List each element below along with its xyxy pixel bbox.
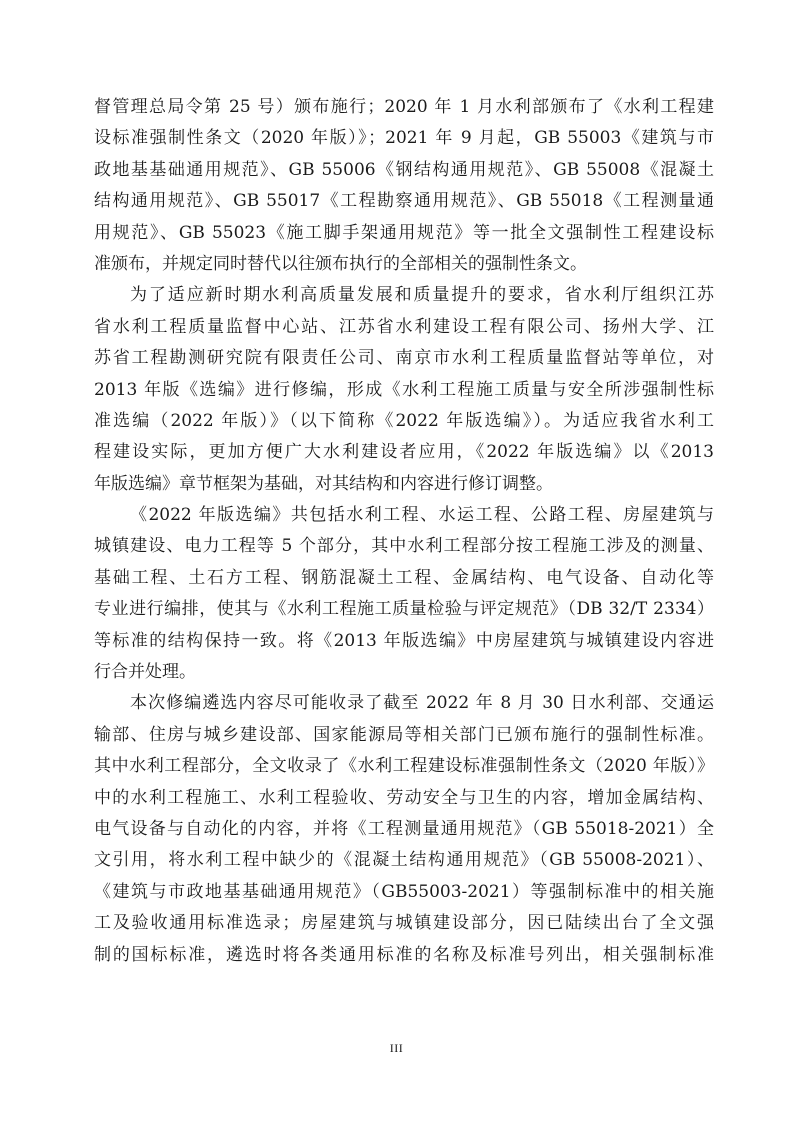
text-line: 基础工程、土石方工程、钢筋混凝土工程、金属结构、电气设备、自动化等 xyxy=(94,567,714,588)
text-line: 准颁布，并规定同时替代以往颁布执行的全部相关的强制性条文。 xyxy=(94,253,587,274)
text-line: 《建筑与市政地基基础通用规范》（GB55003-2021）等强制标准中的相关施 xyxy=(94,881,714,902)
text-line: 苏省工程勘测研究院有限责任公司、南京市水利工程质量监督站等单位，对 xyxy=(94,348,714,369)
text-line: 2013 年版《选编》进行修编，形成《水利工程施工质量与安全所涉强制性标 xyxy=(94,379,714,400)
text-line: 省水利工程质量监督中心站、江苏省水利建设工程有限公司、扬州大学、江 xyxy=(94,316,714,337)
text-line: 制的国标标准，遴选时将各类通用标准的名称及标准号列出，相关强制标准 xyxy=(94,944,714,965)
text-line: 结构通用规范》、GB 55017《工程勘察通用规范》、GB 55018《工程测量通 xyxy=(94,191,714,212)
text-line: 工及验收通用标准选录；房屋建筑与城镇建设部分，因已陆续出台了全文强 xyxy=(94,913,714,934)
text-line: 设标准强制性条文（2020 年版）》；2021 年 9 月起，GB 55003《建筑与市 xyxy=(94,128,714,149)
text-line: 准选编（2022 年版）》（以下简称《2022 年版选编》）。为适应我省水利工 xyxy=(94,410,714,431)
text-line: 用规范》、GB 55023《施工脚手架通用规范》等一批全文强制性工程建设标 xyxy=(94,222,714,243)
text-line: 本次修编遴选内容尽可能收录了截至 2022 年 8 月 30 日水利部、交通运 xyxy=(130,693,714,714)
text-line: 等标准的结构保持一致。将《2013 年版选编》中房屋建筑与城镇建设内容进 xyxy=(94,630,714,651)
text-line: 《2022 年版选编》共包括水利工程、水运工程、公路工程、房屋建筑与 xyxy=(130,505,714,526)
text-line: 政地基基础通用规范》、GB 55006《钢结构通用规范》、GB 55008《混凝土 xyxy=(94,159,714,180)
text-line: 电气设备与自动化的内容，并将《工程测量通用规范》（GB 55018-2021）全 xyxy=(94,818,714,839)
text-line: 行合并处理。 xyxy=(94,662,196,683)
text-line: 其中水利工程部分，全文收录了《水利工程建设标准强制性条文（2020 年版）》 xyxy=(94,756,714,777)
text-line: 督管理总局令第 25 号）颁布施行；2020 年 1 月水利部颁布了《水利工程建 xyxy=(94,97,714,117)
text-line: 输部、住房与城乡建设部、国家能源局等相关部门已颁布施行的强制性标准。 xyxy=(94,724,714,745)
text-line: 年版选编》章节框架为基础，对其结构和内容进行修订调整。 xyxy=(94,473,553,494)
page-number: III xyxy=(389,1041,404,1055)
body-text xyxy=(94,92,714,971)
text-line: 中的水利工程施工、水利工程验收、劳动安全与卫生的内容，增加金属结构、 xyxy=(94,787,714,808)
text-line: 程建设实际，更加方便广大水利建设者应用，《2022 年版选编》以《2013 xyxy=(94,442,714,463)
text-line: 专业进行编排，使其与《水利工程施工质量检验与评定规范》（DB 32/T 2334） xyxy=(94,599,714,620)
text-line: 城镇建设、电力工程等 5 个部分，其中水利工程部分按工程施工涉及的测量、 xyxy=(94,536,714,557)
text-line: 文引用，将水利工程中缺少的《混凝土结构通用规范》（GB 55008-2021）、 xyxy=(94,850,714,871)
text-line: 为了适应新时期水利高质量发展和质量提升的要求，省水利厅组织江苏 xyxy=(130,285,714,306)
